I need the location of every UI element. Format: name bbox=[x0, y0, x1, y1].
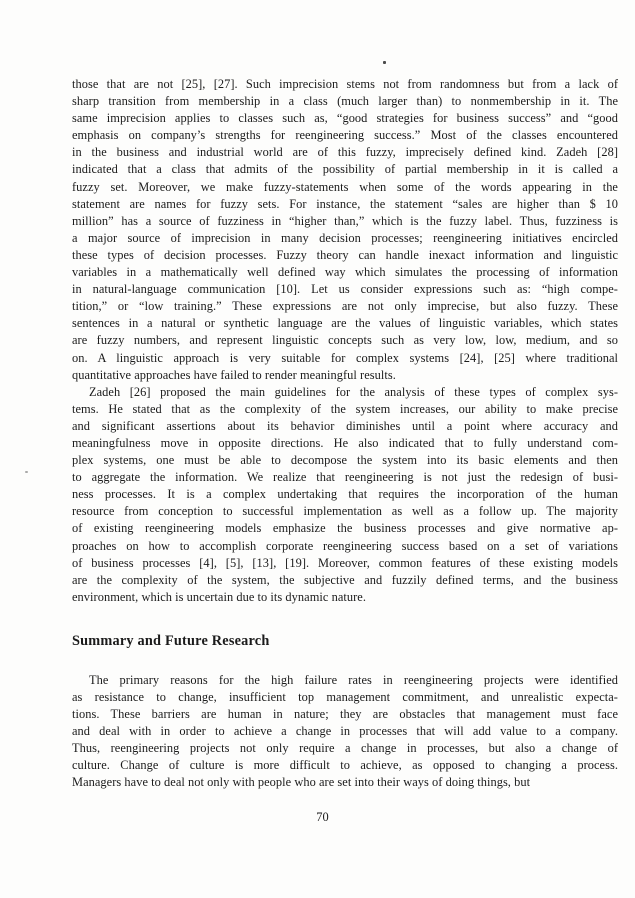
text-line: of business processes [4], [5], [13], [19]. Moreover, common features of these existing models bbox=[72, 555, 618, 570]
text-line: quantitative approaches have failed to render meaningful results. bbox=[72, 367, 396, 382]
text-line: Managers have to deal not only with people who are set into their ways of doing things, but bbox=[72, 775, 531, 790]
text-line: proaches on how to accomplish corporate reengineering success based on a set of variations bbox=[72, 538, 618, 553]
text-line: plex systems, one must be able to decompose the system into its basic elements and then bbox=[72, 453, 618, 468]
text-line: emphasis on company’s strengths for reengineering success.” Most of the classes encountered bbox=[72, 128, 618, 143]
scan-speck bbox=[383, 61, 386, 64]
text-line: tems. He stated that as the complexity of the system increases, our ability to make precise bbox=[72, 401, 618, 416]
text-line: of existing reengineering models emphasize the business processes and give normative ap- bbox=[72, 521, 618, 536]
text-line: ness processes. It is a complex undertaking that requires the incorporation of the human bbox=[72, 487, 618, 502]
text-column bbox=[72, 76, 618, 792]
text-line: meaningfulness move in opposite directions. He also indicated that to fully understand com- bbox=[72, 435, 618, 450]
text-line: in the business and industrial world are of this fuzzy, imprecisely defined kind. Zadeh [28] bbox=[72, 145, 618, 160]
text-line: a major source of imprecision in many decision processes; reengineering initiatives encircled bbox=[72, 230, 618, 245]
text-line: those that are not [25], [27]. Such imprecision stems not from randomness but from a lack of bbox=[72, 77, 618, 91]
text-line: tions. These barriers are human in nature; they are obstacles that management must face bbox=[72, 707, 618, 722]
text-line: these types of decision processes. Fuzzy theory can handle inexact information and linguistic bbox=[72, 247, 618, 262]
text-line: indicated that a class that admits of the possibility of partial membership in it is called a bbox=[72, 162, 618, 177]
text-line: are the complexity of the system, the subjective and fuzzily defined terms, and the business bbox=[72, 572, 618, 587]
text-line: sentences in a natural or synthetic language are the values of linguistic variables, which states bbox=[72, 316, 618, 331]
text-line: on. A linguistic approach is very suitable for complex systems [24], [25] where traditional bbox=[72, 350, 618, 365]
scan-speck bbox=[25, 471, 28, 473]
text-line: sharp transition from membership in a class (much larger than) to nonmembership in it. The bbox=[72, 94, 618, 109]
text-line: variables in a mathematically well defined way which simulates the processing of information bbox=[72, 265, 618, 280]
text-line: statement are names for fuzzy sets. For instance, the statement “sales are higher than $ 10 bbox=[72, 196, 618, 211]
paragraph-continuation bbox=[72, 76, 618, 384]
text-line: as resistance to change, insufficient top management commitment, and unrealistic expecta- bbox=[72, 690, 618, 704]
text-line: to aggregate the information. We realize that reengineering is not just the redesign of busi- bbox=[72, 470, 618, 485]
text-line: Thus, reengineering projects not only require a change in processes, but also a change of bbox=[72, 741, 618, 756]
text-line: culture. Change of culture is more difficult to achieve, as opposed to changing a process. bbox=[72, 758, 618, 773]
text-line: environment, which is uncertain due to its dynamic nature. bbox=[72, 589, 367, 604]
text-line: in natural-language communication [10]. Let us consider expressions such as: “high compe- bbox=[72, 282, 618, 297]
text-line: are fuzzy numbers, and represent linguistic concepts such as very low, low, medium, and so bbox=[72, 333, 618, 348]
text-line: same imprecision applies to classes such as, “good strategies for business success” and “good bbox=[72, 111, 618, 126]
text-line: Zadeh [26] proposed the main guidelines for the analysis of these types of complex sys- bbox=[89, 384, 618, 399]
paragraph-zadeh bbox=[72, 384, 618, 606]
section-heading: Summary and Future Research bbox=[72, 632, 270, 649]
text-line: resource from conception to successful implementation as well as a follow up. The majority bbox=[72, 504, 618, 519]
text-line: and deal with in order to achieve a change in processes that will add value to a company. bbox=[72, 724, 618, 739]
text-line: The primary reasons for the high failure rates in reengineering projects were identified bbox=[89, 672, 618, 687]
text-line: fuzzy set. Moreover, we make fuzzy-statements when some of the words appearing in the bbox=[72, 179, 618, 194]
text-line: tition,” or “low training.” These expressions are not only imprecise, but also fuzzy. These bbox=[72, 299, 618, 314]
text-line: million” has a source of fuzziness in “higher than,” which is the fuzzy label. Thus, fuzziness is bbox=[72, 213, 618, 228]
text-line: and significant assertions about its behavior diminishes until a point where accuracy and bbox=[72, 418, 618, 433]
page-number: 70 bbox=[316, 810, 329, 824]
paragraph-summary bbox=[72, 672, 618, 792]
